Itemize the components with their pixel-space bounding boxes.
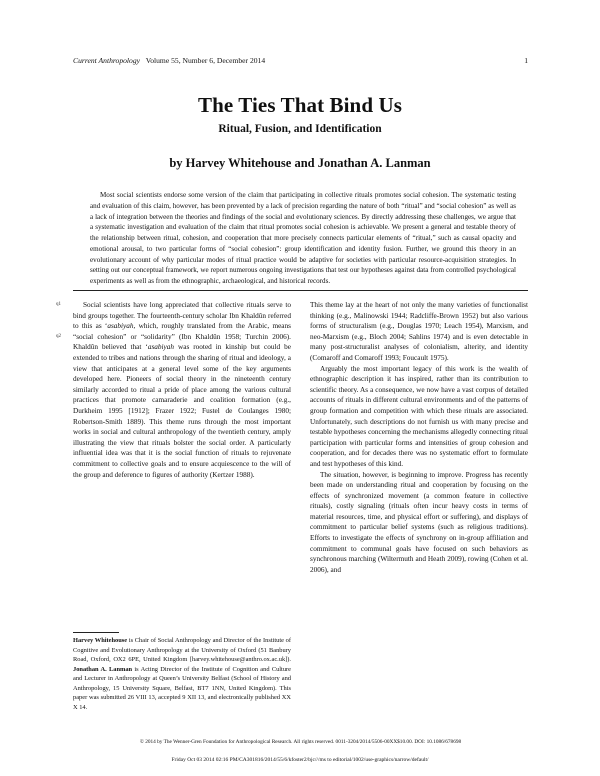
section-divider xyxy=(73,290,528,291)
body-column-left xyxy=(73,300,291,480)
running-header xyxy=(73,56,528,70)
article-title: The Ties That Bind Us xyxy=(197,93,403,117)
abstract: Most social scientists endorse some version of the claim that participating in collective rituals promotes social cohesion. The systematic testing and evaluation of this claim, however, has been prevented by a lack of precision regarding the nature of both “ritual” and “social cohesion” as well as a lack of integration between the theories and findings of the social and evolutionary sciences. By directly addressing these challenges, we argue that a systematic investigation and evaluation of the claim that ritual promotes social cohesion is achievable. We present a general and testable theory of the relationship between ritual, cohesion, and cooperation that more precisely connects particular elements of “ritual,” such as causal opacity and emotional arousal, to two particular forms of “social cohesion”: group identification and identity fusion. Further, we ground this theory in an evolutionary account of why particular modes of ritual practice would be adaptive for societies with particular resource-acquisition strategies. In setting out our conceptual framework, we report numerous ongoing investigations that test our hypotheses against data from controlled psychological experiments as well as from the ethnographic, archaeological, and historical records. xyxy=(90,191,516,285)
query-mark-q2: q2 xyxy=(56,334,61,339)
text-run: Social scientists have long appreciated that collective rituals serve to bind groups together. The fourteenth-century scholar Ibn Khaldûn referred to this as ‘ xyxy=(73,301,291,331)
body-paragraph: The situation, however, is beginning to improve. Progress has recently been made on understanding ritual and cooperation by focusing on the effects of synchronized movement (a common feature in collective rituals), costly signaling (rituals often incur heavy costs in terms of material resources, time, and physical effort or suffering), and displays of commitment to particular belief systems (such as religious traditions). Efforts to investigate the effects of synchrony on in-group affiliation and commitment to communal goals have focused on such behaviors as synchronous marching (Wiltermuth and Heath 2009), rowing (Cohen et al. 2006), and xyxy=(310,470,528,574)
text-run: was rooted in kinship but could be extended to tribes and nations through the sharing of ritual and ideology, a view that anticipates at a general level some of the key arguments developed here. Pioneers of social theory in the nineteenth century similarly accorded to ritual a pride of place among the various cultural practices that promote camaraderie and coalition formation (e.g., Durkheim 1995 [1912]; Frazer 1922; Fustel de Coulanges 1980; Robertson-Smith 1889). This theme runs through the most important works in social and cultural anthropology of the twentieth century, amply illustrating the view that rituals bolster the social order. A particularly influential idea was that it is the social function of rituals to rejuvenate commitment to collective goals and to ensure acquiescence to the will of the group and deference to figures of authority (Kertzer 1988). xyxy=(73,343,291,479)
term-asabiyah: asabiyah xyxy=(147,343,174,352)
text-run: , which, roughly translated from the Arabic, means “social cohesion” or “solidarity” (Ibn Khaldûn 1958; Turchin 2006). Khaldûn believed that ‘ xyxy=(73,322,291,352)
body-paragraph: This theme lay at the heart of not only the many varieties of functionalist thinking (e.g., Malinowski 1944; Radcliffe-Brown 1952) but also various forms of structuralism (e.g., Douglas 1970; Leach 1954), Marxism, and neo-Marxism (e.g., Bloch 2004; Sahlins 1974) and is even detectable in many post-structuralist analyses of colonialism, alterity, and identity (Comaroff and Comaroff 1993; Foucault 1975). xyxy=(310,301,528,362)
page-number: 1 xyxy=(524,56,528,65)
copyright-notice: © 2014 by The Wenner-Gren Foundation for Anthropological Research. All rights reserved. 0011-3204/2014/5506-00XX$10.00. DOI: 10.1086/678698 xyxy=(139,739,462,745)
author-name-2: Jonathan A. Lanman xyxy=(73,665,133,673)
footnote-rule xyxy=(73,632,119,633)
issue-info: Volume 55, Number 6, December 2014 xyxy=(145,56,266,65)
body-column-right xyxy=(310,300,528,575)
author-name-1: Harvey Whitehouse xyxy=(73,637,128,644)
bio-text: is Chair of Social Anthropology and Director of the Institute of Cognitive and Evolutionary Anthropology at the University of Oxford (51 Banbury Road, Oxford, OX2 6PE, United Kingdom [harvey.whitehouse@anthro.ox.ac.uk]). xyxy=(73,637,291,663)
body-paragraph xyxy=(73,300,291,480)
journal-name: Current Anthropology xyxy=(73,56,141,65)
body-paragraph: Arguably the most important legacy of this work is the wealth of ethnographic description it has inspired, rather than its contribution to scientific theory. As a consequence, we now have a vast corpus of detailed accounts of rituals in different cultural environments and of the patterns of group formation and competition with which these rituals are associated. Unfortunately, such descriptions do not furnish us with many precise and testable hypotheses concerning the mechanisms allegedly connecting ritual participation with particular forms and intensities of group cohesion and cooperation, and for decades there was no systematic effort to formulate and test hypotheses of this kind. xyxy=(310,364,528,468)
production-footer: Friday Oct 03 2014 02:16 PM/CA301816/2014/55/6/kfoster2/bjc///ms to editorial/1002/use-graphics/narrow/default/ xyxy=(171,757,429,763)
article-subtitle: Ritual, Fusion, and Identification xyxy=(218,123,382,135)
author-line: by Harvey Whitehouse and Jonathan A. Lanman xyxy=(169,156,431,170)
term-asabiyah: asabiyah xyxy=(107,322,134,331)
query-mark-q1: q1 xyxy=(56,302,61,307)
author-bio xyxy=(73,636,291,712)
bio-text: is Acting Director of the Institute of Cognition and Culture and Lecturer in Anthropology at Queen’s University Belfast (School of History and Anthropology, 15 University Square, Belfast, BT7 1NN, United Kingdom). This paper was submitted 26 VIII 13, accepted 9 XII 13, and electronically published XX X 14. xyxy=(73,665,291,711)
